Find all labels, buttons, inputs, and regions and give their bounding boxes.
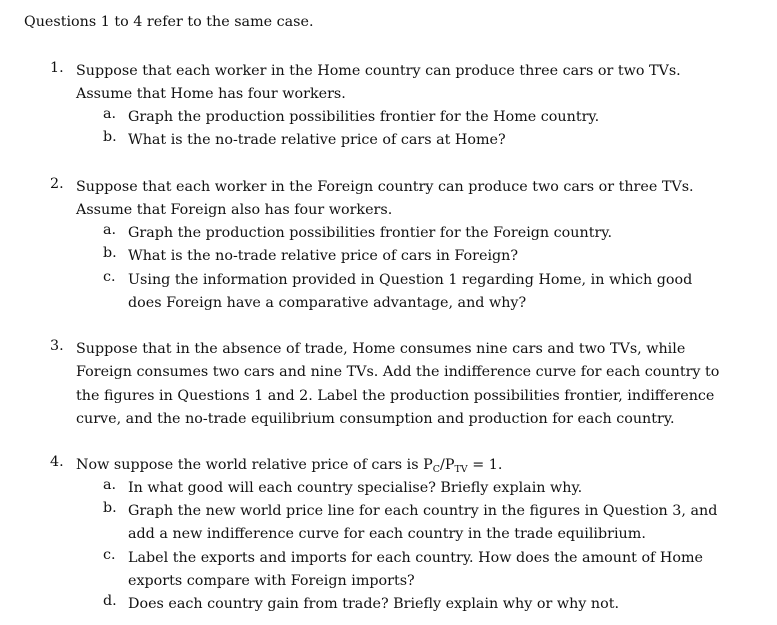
part-label: d. — [103, 593, 117, 609]
question-text — [76, 176, 766, 223]
question-line: Assume that Foreign also has four workers. — [76, 202, 393, 219]
part-line: Label the exports and imports for each country. How does the amount of Home — [128, 550, 703, 566]
part-text — [128, 269, 758, 316]
question-line-text: = 1. — [467, 457, 503, 473]
part-label: c. — [103, 547, 116, 563]
question-text — [76, 60, 766, 107]
part-line: exports compare with Foreign imports? — [128, 573, 415, 590]
part-label: b. — [103, 245, 117, 261]
question-line: curve, and the no-trade equilibrium consumption and production for each country. — [76, 410, 675, 427]
question-line: Suppose that in the absence of trade, Home consumes nine cars and two TVs, while — [76, 341, 686, 357]
part-label: c. — [103, 269, 116, 285]
question-line-text: /P — [440, 457, 455, 473]
part-line: does Foreign have a comparative advantage, and why? — [128, 295, 527, 312]
intro-text: Questions 1 to 4 refer to the same case. — [24, 14, 314, 30]
part-text: Graph the production possibilities frontier for the Home country. — [128, 109, 600, 125]
question-line: Assume that Home has four workers. — [76, 86, 346, 103]
part-label: b. — [103, 129, 117, 145]
part-text: Does each country gain from trade? Briefly explain why or why not. — [128, 596, 620, 612]
part-line: Graph the new world price line for each country in the figures in Question 3, and — [128, 503, 718, 519]
price-subscript-cars: C — [432, 464, 441, 475]
part-text: What is the no-trade relative price of cars at Home? — [128, 132, 506, 148]
question-number: 4. — [50, 454, 64, 470]
part-label: a. — [103, 477, 117, 493]
question-number: 2. — [50, 176, 64, 192]
question-line: Suppose that each worker in the Home country can produce three cars or two TVs. — [76, 63, 681, 79]
question-number: 3. — [50, 338, 64, 354]
part-label: b. — [103, 500, 117, 516]
price-subscript-tv: TV — [454, 464, 468, 475]
question-line: Suppose that each worker in the Foreign country can produce two cars or three TVs. — [76, 179, 694, 195]
part-text: What is the no-trade relative price of cars in Foreign? — [128, 248, 519, 264]
part-text — [128, 500, 758, 547]
part-line: add a new indifference curve for each country in the trade equilibrium. — [128, 526, 646, 543]
question-line: the figures in Questions 1 and 2. Label the production possibilities frontier, indifference — [76, 387, 715, 404]
question-line — [76, 454, 766, 477]
question-line-text: Now suppose the world relative price of cars is P — [76, 457, 433, 473]
part-text: Graph the production possibilities frontier for the Foreign country. — [128, 225, 612, 241]
question-number: 1. — [50, 60, 64, 76]
part-label: a. — [103, 222, 117, 238]
question-text — [76, 454, 766, 477]
part-text — [128, 547, 758, 594]
part-text: In what good will each country specialise? Briefly explain why. — [128, 480, 583, 496]
part-label: a. — [103, 106, 117, 122]
question-line: Foreign consumes two cars and nine TVs. Add the indifference curve for each country to — [76, 364, 720, 381]
part-line: Using the information provided in Question 1 regarding Home, in which good — [128, 272, 693, 288]
question-text — [76, 338, 766, 431]
